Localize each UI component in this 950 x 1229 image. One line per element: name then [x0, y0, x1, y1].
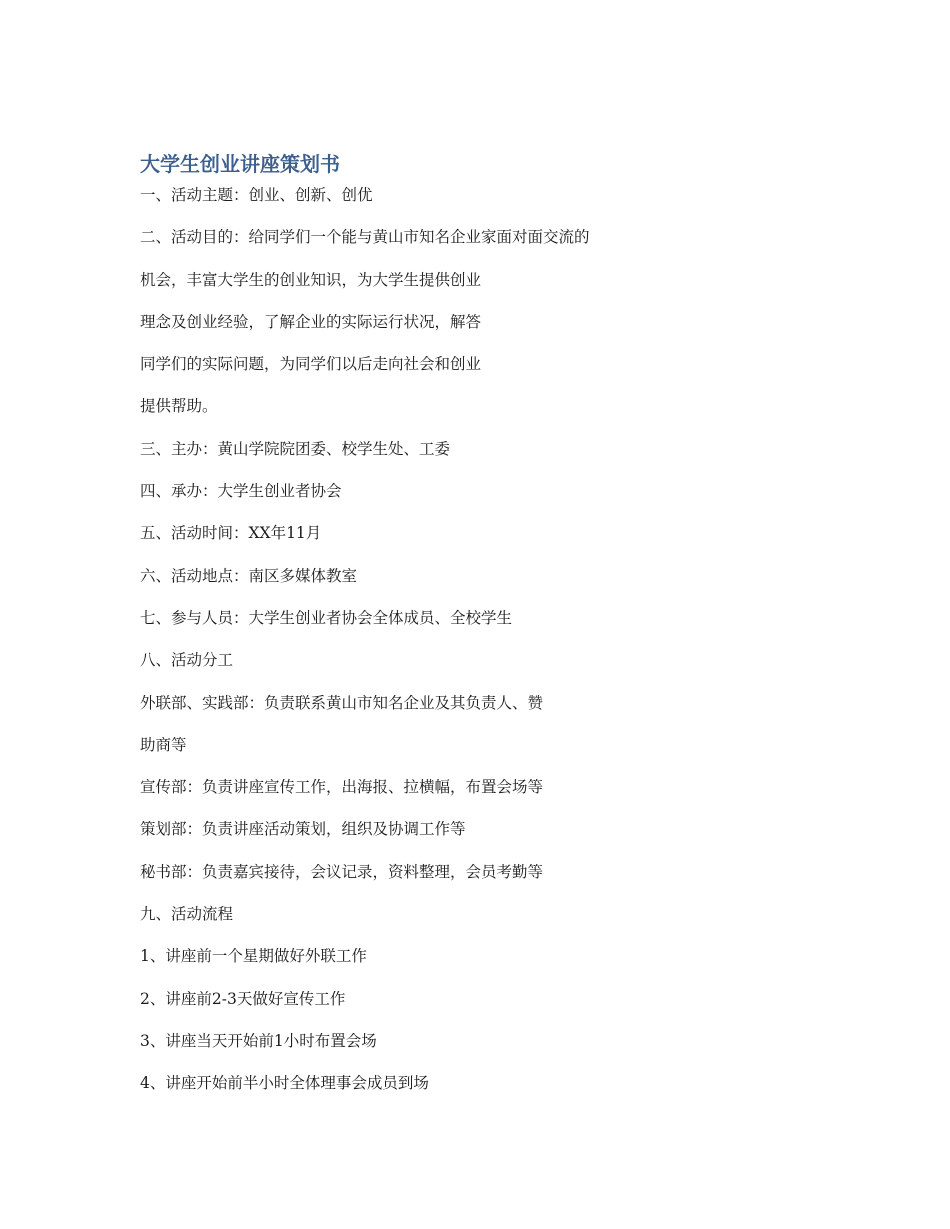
text-line: 五、活动时间：XX年11月	[140, 524, 322, 543]
text-line: 宣传部：负责讲座宣传工作，出海报、拉横幅，布置会场等	[140, 778, 544, 797]
text-line: 1、讲座前一个星期做好外联工作	[140, 947, 367, 966]
text-line: 二、活动目的：给同学们一个能与黄山市知名企业家面对面交流的	[140, 228, 590, 247]
text-line: 七、参与人员：大学生创业者协会全体成员、全校学生	[140, 608, 513, 627]
text-line: 助商等	[140, 735, 187, 754]
text-line: 一、活动主题：创业、创新、创优	[140, 186, 373, 204]
text-line: 秘书部：负责嘉宾接待，会议记录，资料整理，会员考勤等	[140, 862, 544, 881]
text-line: 4、讲座开始前半小时全体理事会成员到场	[140, 1074, 429, 1093]
document-body	[140, 181, 700, 1112]
text-line: 八、活动分工	[140, 651, 234, 670]
text-line: 六、活动地点：南区多媒体教室	[140, 566, 358, 585]
text-line: 提供帮助。	[140, 397, 218, 416]
text-line: 三、主办：黄山学院院团委、校学生处、工委	[140, 439, 451, 458]
text-line: 同学们的实际问题，为同学们以后走向社会和创业	[140, 355, 482, 374]
text-line: 外联部、实践部：负责联系黄山市知名企业及其负责人、赞	[140, 693, 544, 712]
text-line: 九、活动流程	[140, 905, 234, 924]
document-title: 大学生创业讲座策划书	[140, 152, 340, 176]
text-line: 机会，丰富大学生的创业知识，为大学生提供创业	[140, 270, 482, 289]
text-line: 2、讲座前2-3天做好宣传工作	[140, 989, 346, 1008]
text-line: 四、承办：大学生创业者协会	[140, 482, 342, 501]
text-line: 策划部：负责讲座活动策划，组织及协调工作等	[140, 820, 466, 839]
text-line: 3、讲座当天开始前1小时布置会场	[140, 1031, 377, 1050]
text-line: 理念及创业经验，了解企业的实际运行状况，解答	[140, 312, 482, 331]
